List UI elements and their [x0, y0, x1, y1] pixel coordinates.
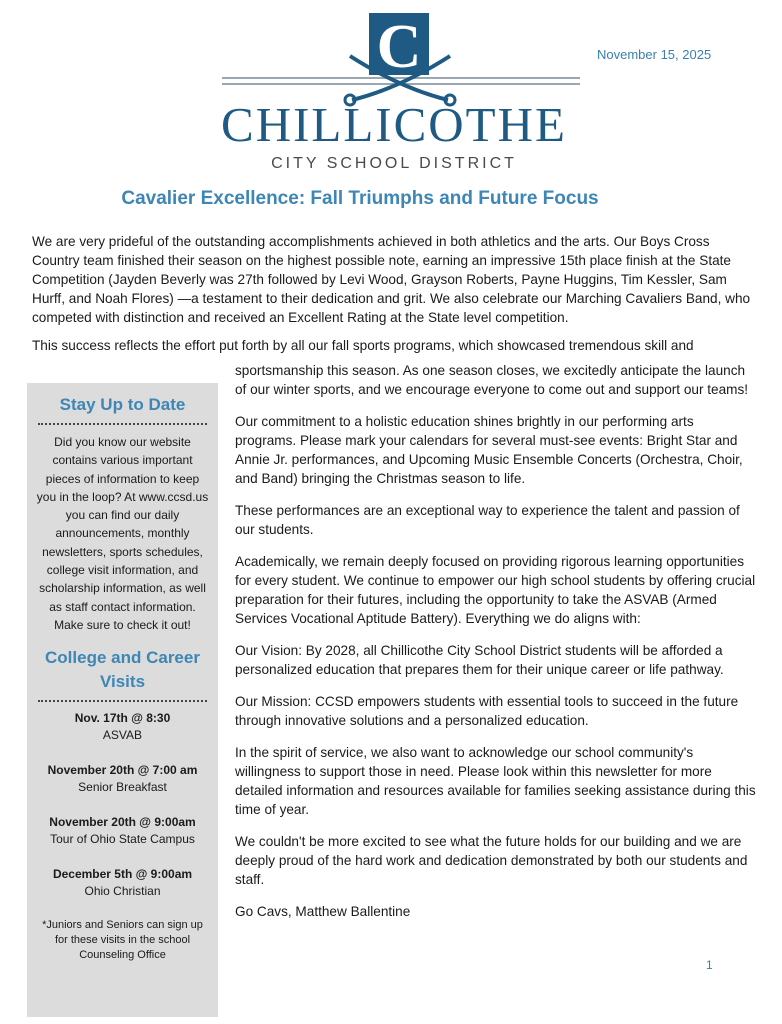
logo-c-icon: [368, 12, 430, 76]
visit-event: Tour of Ohio State Campus: [50, 832, 195, 847]
visit-event: Senior Breakfast: [78, 780, 167, 795]
intro-section: [32, 232, 754, 364]
visit-item: [27, 814, 218, 848]
visit-date: November 20th @ 9:00am: [49, 815, 196, 830]
intro-paragraph: We are very prideful of the outstanding accomplishments achieved in both athletics and the arts. Our Boys Cross Country team finished their season on the highest possible note, earning an impressive 15th place finish at the State Competition (Jayden Beverly was 27th followed by Levi Wood, Grayson Roberts, Payne Huggins, Tim Kessler, Sam Hurff, and Noah Flores) —a testament to their dedication and grit. We also celebrate our Marching Cavaliers Band, who competed with distinction and received an Excellent Rating at the State level competition.: [32, 234, 751, 325]
visit-item: [27, 762, 218, 796]
visit-item: [27, 710, 218, 744]
mission-paragraph: Our Mission: CCSD empowers students with essential tools to succeed in the future through innovative solutions and a personalized education.: [235, 694, 739, 728]
district-subtitle: CITY SCHOOL DISTRICT: [271, 155, 517, 172]
page-title: Cavalier Excellence: Fall Triumphs and Future Focus: [121, 188, 599, 209]
stay-up-to-date-heading: Stay Up to Date: [59, 395, 186, 414]
stay-up-to-date-text: Did you know our website contains various important pieces of information to keep you in the loop? At www.ccsd.us you can find our daily announcements, monthly newsletters, sports schedules, college visit information, and scholarship information, as well as staff contact information. Make sure to check it out!: [36, 435, 209, 632]
visit-date: December 5th @ 9:00am: [52, 867, 193, 882]
divider: [38, 700, 207, 702]
page-number: 1: [706, 958, 713, 972]
vision-paragraph: Our Vision: By 2028, all Chillicothe City School District students will be afforded a personalized education that prepares them for their unique career or life pathway.: [235, 643, 724, 677]
visit-event: Ohio Christian: [84, 884, 161, 899]
body-paragraph: We couldn't be more excited to see what the future holds for our building and we are deeply proud of the hard work and dedication demonstrated by both our students and staff.: [235, 834, 748, 887]
signature: Go Cavs, Matthew Ballentine: [235, 904, 411, 919]
body-paragraph: Academically, we remain deeply focused on providing rigorous learning opportunities for every student. We continue to empower our high school students by offering crucial preparation for their futures, including the opportunity to take the ASVAB (Armed Services Vocational Aptitude Battery). Everything we do aligns with:: [235, 554, 756, 626]
newsletter-date: November 15, 2025: [597, 47, 712, 62]
body-paragraph: Our commitment to a holistic education shines brightly in our performing arts programs. Please mark your calendars for several must-see events: Bright Star and Annie Jr. performances, and Upcoming Music Ensemble Concerts (Orchestra, Choir, and Band) bringing the Christmas season to life.: [235, 414, 743, 486]
visit-item: [27, 866, 218, 900]
visit-event: ASVAB: [102, 728, 143, 743]
main-content: [235, 361, 757, 934]
visits-note: *Juniors and Seniors can sign up for these visits in the school Counseling Office: [42, 919, 203, 962]
district-logo: [200, 8, 600, 173]
divider: [38, 423, 207, 425]
intro-paragraph: This success reflects the effort put forth by all our fall sports programs, which showcased tremendous skill and: [32, 338, 694, 353]
body-paragraph: These performances are an exceptional way to experience the talent and passion of our students.: [235, 503, 740, 537]
sidebar: [27, 383, 218, 1017]
visit-date: November 20th @ 7:00 am: [47, 763, 198, 778]
svg-text:C: C: [376, 13, 422, 76]
body-paragraph: In the spirit of service, we also want to acknowledge our school community's willingness to support those in need. Please look within this newsletter for more detailed information and resources available for families seeking assistance during this time of year.: [235, 745, 756, 817]
district-name: CHILLICOTHE: [221, 97, 567, 152]
college-visits-heading: College and Career Visits: [45, 648, 200, 692]
body-paragraph: sportsmanship this season. As one season closes, we excitedly anticipate the launch of our winter sports, and we encourage everyone to come out and support our teams!: [235, 363, 749, 397]
visit-date: Nov. 17th @ 8:30: [74, 711, 171, 726]
